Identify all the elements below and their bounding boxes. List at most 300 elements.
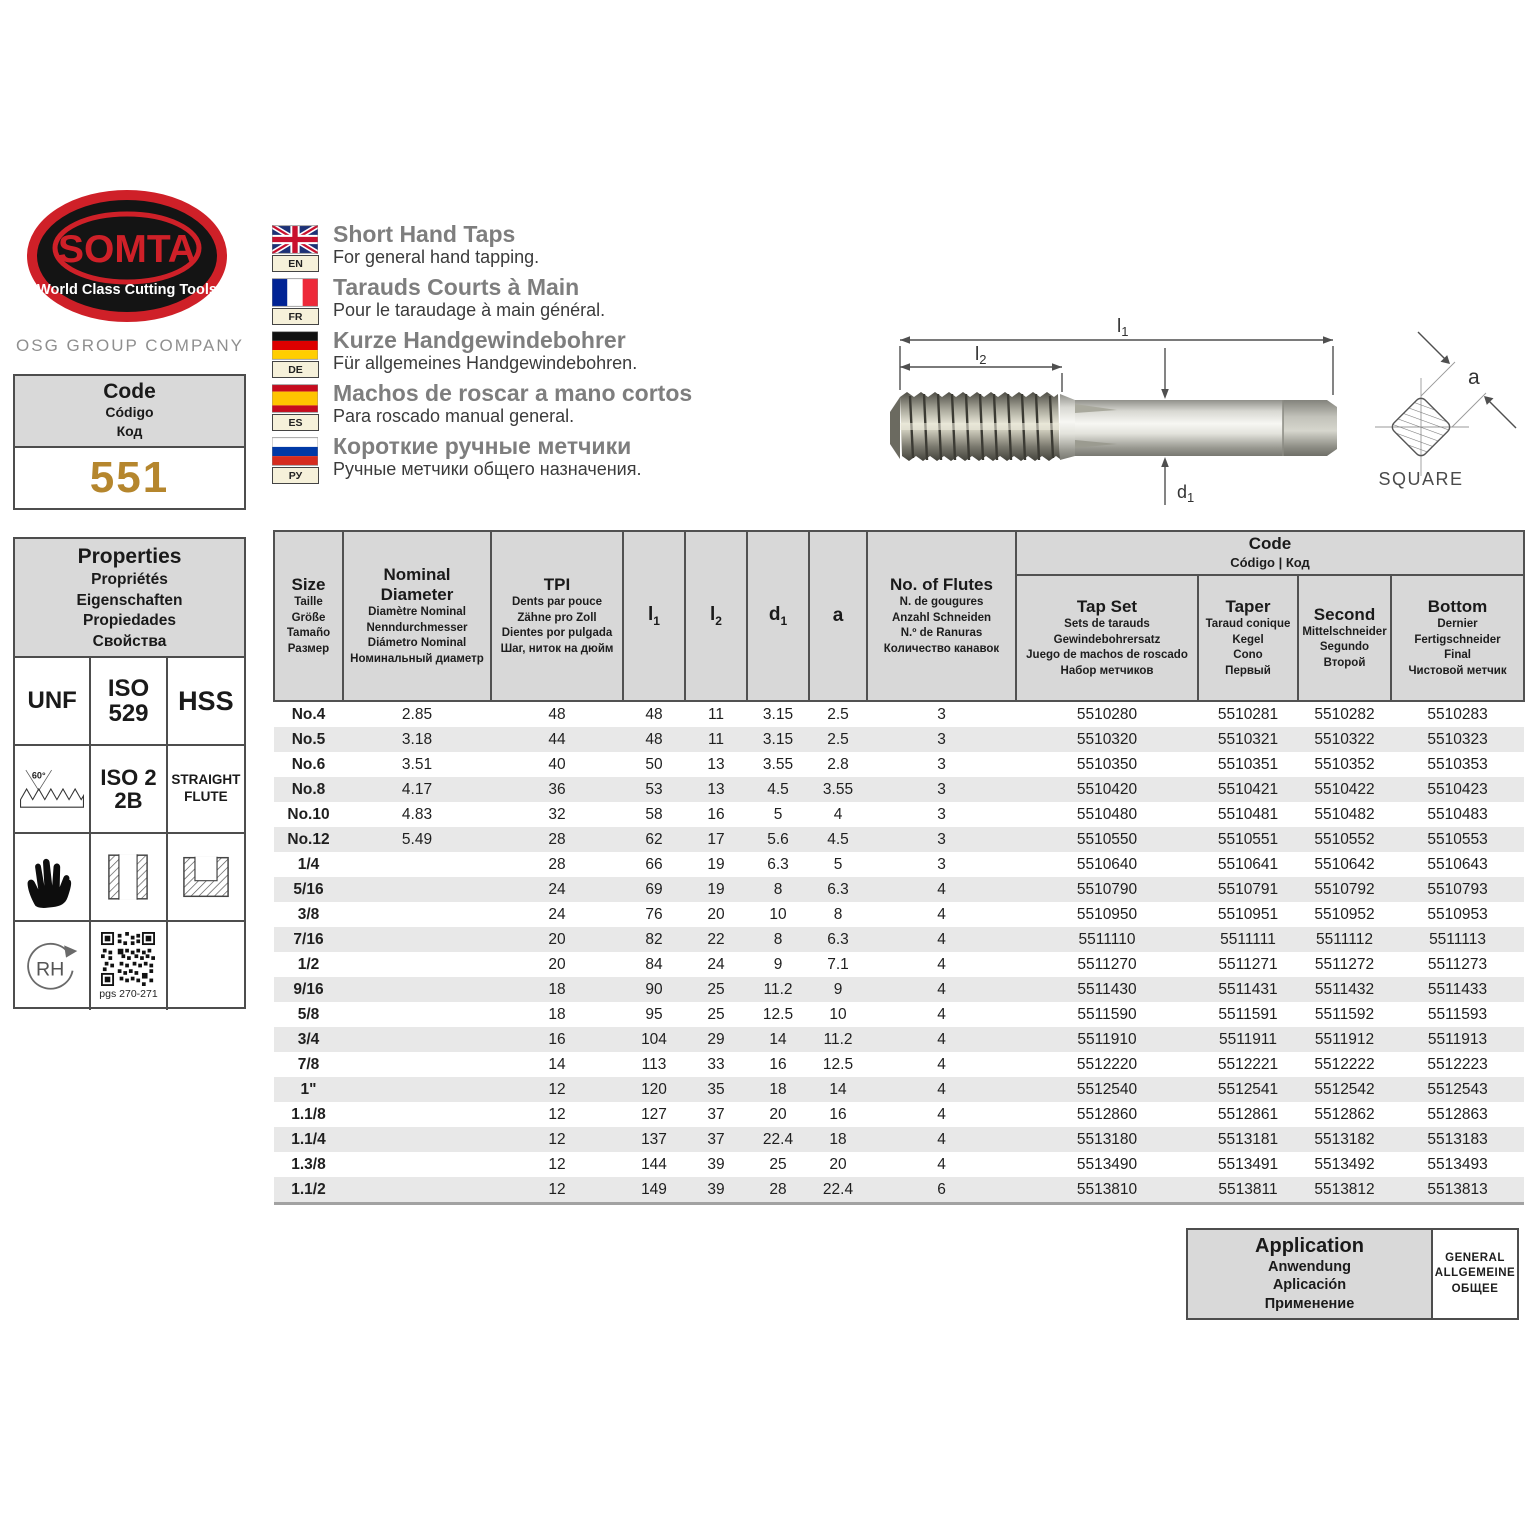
table-cell: 4 <box>937 905 946 923</box>
table-cell: 5513181 <box>1217 1130 1279 1148</box>
col-header-size: Size Taille Größe Tamaño Размер <box>274 531 343 701</box>
table-row <box>274 1127 1524 1152</box>
col-header-d1: $d_1$ <box>747 531 809 701</box>
table-cell: 5513813 <box>1391 1177 1524 1204</box>
table-row <box>274 827 1524 852</box>
table-cell: 5510550 <box>1076 830 1138 848</box>
table-cell: 24 <box>707 955 725 973</box>
table-cell: 3/8 <box>297 905 320 923</box>
lang-code-ru: РУ <box>272 467 319 484</box>
table-cell: 3.55 <box>822 780 854 798</box>
table-cell: 5512540 <box>1076 1080 1138 1098</box>
application-labels <box>1188 1230 1433 1318</box>
lang-code-de: DE <box>272 361 319 378</box>
rh-label: RH <box>36 958 65 981</box>
table-cell: 14 <box>769 1030 787 1048</box>
col-header-code-group: Code Código | Код <box>1016 531 1524 575</box>
table-cell <box>343 952 491 977</box>
table-cell: No.5 <box>291 730 326 748</box>
table-cell: 5513491 <box>1217 1155 1279 1173</box>
lang-title-ru: Короткие ручные метчики <box>333 433 632 459</box>
table-cell: 69 <box>645 880 663 898</box>
table-cell: 18 <box>548 980 566 998</box>
table-cell: 5513490 <box>1076 1155 1138 1173</box>
table-cell: 5511273 <box>1427 955 1488 973</box>
table-cell: 5510553 <box>1427 830 1488 848</box>
prop-iso529-line1: ISO <box>107 674 150 702</box>
table-cell: 4 <box>937 1130 946 1148</box>
col-header-nominal-diameter: Nominal Diameter Diamètre Nominal Nenndurchmesser Diámetro Nominal Номинальный диаметр <box>343 531 491 701</box>
through-hole-icon <box>108 854 148 900</box>
qr-code-icon <box>101 932 155 986</box>
table-cell: 5511590 <box>1077 1005 1137 1023</box>
table-cell: 4 <box>937 1155 946 1173</box>
table-row <box>274 877 1524 902</box>
table-cell: 5510952 <box>1314 905 1375 923</box>
table-cell: 2.5 <box>827 705 849 723</box>
table-cell: 3 <box>937 730 946 748</box>
table-cell <box>343 1077 491 1102</box>
table-cell: 144 <box>641 1155 667 1173</box>
table-cell: 20 <box>707 905 725 923</box>
table-cell: 11 <box>707 705 725 723</box>
table-cell: 4.5 <box>827 830 849 848</box>
table-cell: 28 <box>747 1177 809 1204</box>
code-box-header <box>15 376 244 448</box>
table-cell: 16 <box>769 1055 787 1073</box>
table-cell: 5513183 <box>1427 1130 1488 1148</box>
table-cell: 3 <box>937 705 946 723</box>
table-cell: 5513493 <box>1427 1155 1488 1173</box>
table-cell: 16 <box>707 805 725 823</box>
table-cell: 33 <box>707 1055 725 1073</box>
table-cell: 12 <box>548 1155 566 1173</box>
table-cell: 5510951 <box>1217 905 1279 923</box>
spain-flag-icon <box>272 384 318 413</box>
lang-subtitle-de: Für allgemeines Handgewindebohren. <box>333 352 638 373</box>
table-cell: 12 <box>491 1177 623 1204</box>
table-cell: 5513182 <box>1314 1130 1375 1148</box>
table-cell: 25 <box>769 1155 787 1173</box>
table-row <box>274 852 1524 877</box>
code-box <box>13 374 246 510</box>
table-cell: No.6 <box>291 755 326 773</box>
prop-iso529-line2: 529 <box>108 700 149 727</box>
table-cell: 3 <box>937 855 946 873</box>
table-cell: 4 <box>937 1005 946 1023</box>
col-header-tap-set: Tap Set Sets de tarauds Gewindebohrersatz Juego de machos de roscado Набор метчиков <box>1016 575 1198 701</box>
square-cross-section <box>1375 332 1516 489</box>
lang-code-es: ES <box>272 414 319 431</box>
table-cell: 5512863 <box>1427 1105 1488 1123</box>
table-cell: 5510420 <box>1076 780 1138 798</box>
table-cell: 4 <box>937 1055 946 1073</box>
prop-iso2-line2: 2B <box>114 788 143 813</box>
table-cell: 5511591 <box>1218 1005 1278 1023</box>
table-row <box>274 752 1524 777</box>
table-cell: 12 <box>548 1130 566 1148</box>
table-cell: 58 <box>645 805 663 823</box>
language-blocks <box>272 221 693 490</box>
table-cell: 5510421 <box>1217 780 1279 798</box>
application-title: Application <box>1255 1235 1364 1258</box>
properties-header <box>15 539 244 658</box>
table-cell: 25 <box>707 1005 725 1023</box>
table-cell: 8 <box>833 905 843 923</box>
table-cell: 84 <box>645 955 663 973</box>
table-cell: 39 <box>685 1177 747 1204</box>
table-cell: 8 <box>773 930 783 948</box>
table-cell: 5511911 <box>1218 1030 1278 1048</box>
table-cell: 120 <box>641 1080 667 1098</box>
table-cell: 48 <box>548 705 566 723</box>
application-value-ru: ОБЩЕЕ <box>1451 1282 1499 1295</box>
table-cell: 4 <box>833 805 843 823</box>
table-cell: No.12 <box>287 830 330 848</box>
properties-title-fr: Propriétés <box>91 571 168 589</box>
table-row <box>274 952 1524 977</box>
empty-property-cell <box>168 922 244 1010</box>
table-cell: No.8 <box>291 780 326 798</box>
table-cell <box>343 927 491 952</box>
lang-row-fr <box>272 274 692 324</box>
table-cell: 48 <box>645 730 663 748</box>
prop-flute-line2: FLUTE <box>184 789 228 804</box>
table-cell: 22 <box>707 930 725 948</box>
table-cell: 7/16 <box>293 930 324 948</box>
table-row <box>274 802 1524 827</box>
table-cell: 62 <box>645 830 663 848</box>
table-cell: 5511912 <box>1314 1030 1375 1048</box>
col-header-l1: $l_1$ <box>623 531 685 701</box>
dim-label-l1: $l_1$ <box>1117 316 1129 339</box>
logo-tagline-text: World Class Cutting Tools <box>37 282 217 298</box>
table-cell: 20 <box>548 930 566 948</box>
table-cell: 5510322 <box>1314 730 1375 748</box>
table-cell: 5510642 <box>1314 855 1375 873</box>
dim-label-d1: $d_1$ <box>1177 482 1195 505</box>
table-cell: 40 <box>548 755 566 773</box>
table-row <box>274 1002 1524 1027</box>
lang-row-es <box>272 380 693 430</box>
table-cell: 35 <box>707 1080 725 1098</box>
table-cell: 19 <box>707 880 725 898</box>
code-label-en: Code <box>103 380 156 403</box>
table-cell: 39 <box>707 1155 725 1173</box>
table-cell: 5510283 <box>1427 705 1488 723</box>
table-cell: 5512541 <box>1217 1080 1279 1098</box>
application-title-de: Anwendung <box>1268 1259 1351 1276</box>
osg-company-text: OSG GROUP COMPANY <box>16 336 244 355</box>
table-cell: 20 <box>829 1155 847 1173</box>
lang-title-fr: Tarauds Courts à Main <box>333 274 580 300</box>
table-row <box>274 902 1524 927</box>
table-cell <box>343 1002 491 1027</box>
table-cell: 5510350 <box>1076 755 1138 773</box>
table-cell: 113 <box>641 1055 667 1073</box>
table-cell: 5/16 <box>293 880 324 898</box>
table-row <box>274 977 1524 1002</box>
table-cell: 3 <box>937 805 946 823</box>
table-cell: 82 <box>645 930 663 948</box>
table-cell: 3.15 <box>762 705 794 723</box>
lang-subtitle-ru: Ручные метчики общего назначения. <box>333 458 642 479</box>
table-cell <box>343 1102 491 1127</box>
table-cell: 50 <box>645 755 663 773</box>
table-cell: 28 <box>548 855 566 873</box>
lang-title-de: Kurze Handgewindebohrer <box>333 327 626 353</box>
table-cell: 12.5 <box>762 1005 794 1023</box>
table-cell: 5512542 <box>1314 1080 1375 1098</box>
table-cell: 6.3 <box>827 880 849 898</box>
properties-title: Properties <box>77 545 182 568</box>
table-cell: 149 <box>623 1177 685 1204</box>
properties-title-de: Eigenschaften <box>76 591 183 609</box>
hand-glove-icon <box>21 844 83 910</box>
table-cell: 5512543 <box>1427 1080 1488 1098</box>
table-cell: 11.2 <box>763 980 793 998</box>
table-cell: 28 <box>548 830 566 848</box>
table-cell: 4 <box>937 1030 946 1048</box>
table-cell: 5510641 <box>1217 855 1279 873</box>
table-cell: 5512223 <box>1427 1055 1488 1073</box>
table-cell: 5511110 <box>1078 930 1136 948</box>
thread-angle-label: 60° <box>32 770 46 781</box>
table-cell: 22.4 <box>762 1130 794 1148</box>
prop-hss: HSS <box>178 685 234 716</box>
table-cell: 18 <box>548 1005 566 1023</box>
table-cell: 13 <box>707 780 725 798</box>
dim-label-l2: $l_2$ <box>975 344 987 367</box>
prop-unf: UNF <box>27 687 77 715</box>
table-cell: 5513812 <box>1298 1177 1391 1204</box>
table-cell: 5510351 <box>1217 755 1279 773</box>
table-cell: 5512222 <box>1314 1055 1375 1073</box>
table-cell: 1" <box>300 1080 317 1098</box>
table-cell: 5511913 <box>1427 1030 1488 1048</box>
table-cell: 14 <box>829 1080 847 1098</box>
table-cell: 17 <box>707 830 725 848</box>
table-cell: 16 <box>829 1105 847 1123</box>
table-cell: 5510422 <box>1314 780 1375 798</box>
blind-hole-icon <box>183 856 229 898</box>
table-cell: 48 <box>645 705 663 723</box>
col-header-second: Second Mittelschneider Segundo Второй <box>1298 575 1391 701</box>
table-cell <box>343 902 491 927</box>
table-cell: 13 <box>707 755 725 773</box>
table-cell: 5510551 <box>1217 830 1279 848</box>
table-cell: 5512862 <box>1314 1105 1375 1123</box>
col-header-taper: Taper Taraud conique Kegel Cono Первый <box>1198 575 1298 701</box>
table-cell: 5510280 <box>1076 705 1138 723</box>
table-cell: 3.55 <box>762 755 794 773</box>
table-cell: 6.3 <box>767 855 789 873</box>
dim-label-a: a <box>1468 366 1480 389</box>
table-cell: 5510352 <box>1314 755 1375 773</box>
table-cell: 37 <box>707 1130 725 1148</box>
lang-code-fr: FR <box>272 308 319 325</box>
table-cell: 18 <box>829 1130 847 1148</box>
table-cell: 9 <box>773 955 783 973</box>
table-cell: 5510640 <box>1076 855 1138 873</box>
table-cell: 11.2 <box>823 1030 853 1048</box>
table-cell <box>343 1027 491 1052</box>
table-cell: 5 <box>833 855 843 873</box>
table-cell <box>343 977 491 1002</box>
lang-code-en: EN <box>272 255 319 272</box>
table-cell: 5513180 <box>1076 1130 1138 1148</box>
application-title-ru: Применение <box>1264 1295 1355 1312</box>
tap-data-table <box>273 530 1523 1205</box>
table-cell: 5510353 <box>1427 755 1488 773</box>
table-cell: 1.3/8 <box>291 1155 326 1173</box>
table-row <box>274 1027 1524 1052</box>
table-cell: 5510320 <box>1076 730 1138 748</box>
table-cell: 3 <box>937 755 946 773</box>
table-row <box>274 701 1524 727</box>
table-cell: 37 <box>707 1105 725 1123</box>
table-cell: 5510480 <box>1076 805 1138 823</box>
table-cell: 20 <box>548 955 566 973</box>
col-header-a: a <box>809 531 867 701</box>
lang-row-ru <box>272 433 692 483</box>
france-flag-icon <box>272 278 318 307</box>
lang-subtitle-fr: Pour le taraudage à main général. <box>333 299 606 320</box>
prop-iso2-line1: ISO 2 <box>100 764 157 790</box>
properties-title-es: Propiedades <box>82 612 177 630</box>
table-cell: 14 <box>548 1055 566 1073</box>
table-cell: 5511111 <box>1220 930 1276 948</box>
table-cell: 5.49 <box>401 830 433 848</box>
table-cell: 3.15 <box>762 730 794 748</box>
table-cell <box>343 1127 491 1152</box>
table-cell: 29 <box>707 1030 725 1048</box>
table-cell: 6.3 <box>827 930 849 948</box>
table-cell: 2.5 <box>827 730 849 748</box>
table-cell: 5511432 <box>1314 980 1375 998</box>
table-cell: 12 <box>548 1080 566 1098</box>
table-cell: 5511593 <box>1427 1005 1488 1023</box>
table-row <box>274 777 1524 802</box>
table-cell: 5512860 <box>1076 1105 1138 1123</box>
table-cell <box>343 1152 491 1177</box>
col-header-flutes: No. of Flutes N. de gougures Anzahl Schneiden N.º de Ranuras Количество канавок <box>867 531 1016 701</box>
table-cell: 5510552 <box>1314 830 1375 848</box>
table-cell: 5511272 <box>1314 955 1375 973</box>
table-cell: 104 <box>641 1030 667 1048</box>
table-cell: 5511910 <box>1077 1030 1137 1048</box>
table-cell: 66 <box>645 855 663 873</box>
table-cell: 5510793 <box>1427 880 1488 898</box>
table-cell: 4 <box>937 880 946 898</box>
application-title-es: Aplicación <box>1272 1277 1347 1294</box>
table-cell: 10 <box>829 1005 847 1023</box>
lang-subtitle-en: For general hand tapping. <box>333 246 540 267</box>
table-cell: 5512220 <box>1076 1055 1138 1073</box>
table-cell: 3.18 <box>401 730 433 748</box>
table-cell: 11 <box>707 730 725 748</box>
table-cell: 2.8 <box>827 755 849 773</box>
table-cell: 1/2 <box>297 955 320 973</box>
table-cell: 5511433 <box>1427 980 1488 998</box>
table-cell: 5510282 <box>1314 705 1375 723</box>
table-cell: 5511271 <box>1218 955 1278 973</box>
lang-title-en: Short Hand Taps <box>333 221 516 247</box>
table-cell: 137 <box>641 1130 667 1148</box>
table-cell: 32 <box>548 805 566 823</box>
table-cell: 4 <box>937 1105 946 1123</box>
qr-caption: pgs 270-271 <box>99 988 158 1000</box>
russia-flag-icon <box>272 437 318 466</box>
table-cell: 5511112 <box>1316 930 1373 948</box>
right-hand-rotation-icon <box>19 937 85 995</box>
code-label-es: Código <box>105 404 154 421</box>
table-cell: 1.1/2 <box>274 1177 343 1204</box>
table-cell: 5510643 <box>1427 855 1488 873</box>
table-cell <box>343 1052 491 1077</box>
table-cell: 9 <box>833 980 843 998</box>
table-cell: 10 <box>769 905 787 923</box>
table-cell: 3.51 <box>401 755 433 773</box>
table-cell: 8 <box>773 880 783 898</box>
table-cell: 18 <box>769 1080 787 1098</box>
table-cell: 5512861 <box>1217 1105 1279 1123</box>
table-cell: 22.4 <box>809 1177 867 1204</box>
table-cell: 5510481 <box>1217 805 1279 823</box>
table-cell: 4 <box>937 1080 946 1098</box>
table-cell: 5511430 <box>1077 980 1137 998</box>
table-cell <box>343 852 491 877</box>
thread-profile-icon <box>16 762 88 816</box>
application-values <box>1433 1230 1517 1318</box>
table-row <box>274 927 1524 952</box>
table-cell: 12 <box>548 1105 566 1123</box>
table-cell: 5513810 <box>1016 1177 1198 1204</box>
application-value-en: GENERAL <box>1445 1251 1505 1264</box>
table-row <box>274 1102 1524 1127</box>
code-value: 551 <box>89 453 170 502</box>
table-cell: 5510953 <box>1427 905 1488 923</box>
properties-box <box>13 537 246 1009</box>
table-cell: 4.5 <box>767 780 789 798</box>
table-cell: 24 <box>548 905 566 923</box>
table-cell: 3 <box>937 830 946 848</box>
table-cell: 4 <box>937 955 946 973</box>
table-cell <box>343 877 491 902</box>
table-cell: 76 <box>645 905 663 923</box>
table-cell: 127 <box>641 1105 667 1123</box>
table-cell: 24 <box>548 880 566 898</box>
table-cell: 1/4 <box>297 855 320 873</box>
table-cell: No.10 <box>287 805 330 823</box>
table-cell: 5512221 <box>1217 1055 1279 1073</box>
table-cell: 1.1/4 <box>291 1130 326 1148</box>
col-header-tpi: TPI Dents par pouce Zähne pro Zoll Dientes por pulgada Шаг, ниток на дюйм <box>491 531 623 701</box>
lang-subtitle-es: Para roscado manual general. <box>333 405 575 426</box>
table-cell: 5510483 <box>1427 805 1488 823</box>
table-row <box>274 1177 1524 1204</box>
table-cell: 5513811 <box>1198 1177 1298 1204</box>
table-cell: 5510482 <box>1314 805 1375 823</box>
table-cell: 4 <box>937 930 946 948</box>
tap-technical-drawing <box>885 300 1525 515</box>
table-cell: 5511592 <box>1314 1005 1375 1023</box>
table-cell: 1.1/8 <box>291 1105 326 1123</box>
table-cell: 5510323 <box>1427 730 1488 748</box>
table-cell: 3/4 <box>297 1030 320 1048</box>
table-cell: 5510321 <box>1217 730 1279 748</box>
table-cell: 19 <box>707 855 725 873</box>
